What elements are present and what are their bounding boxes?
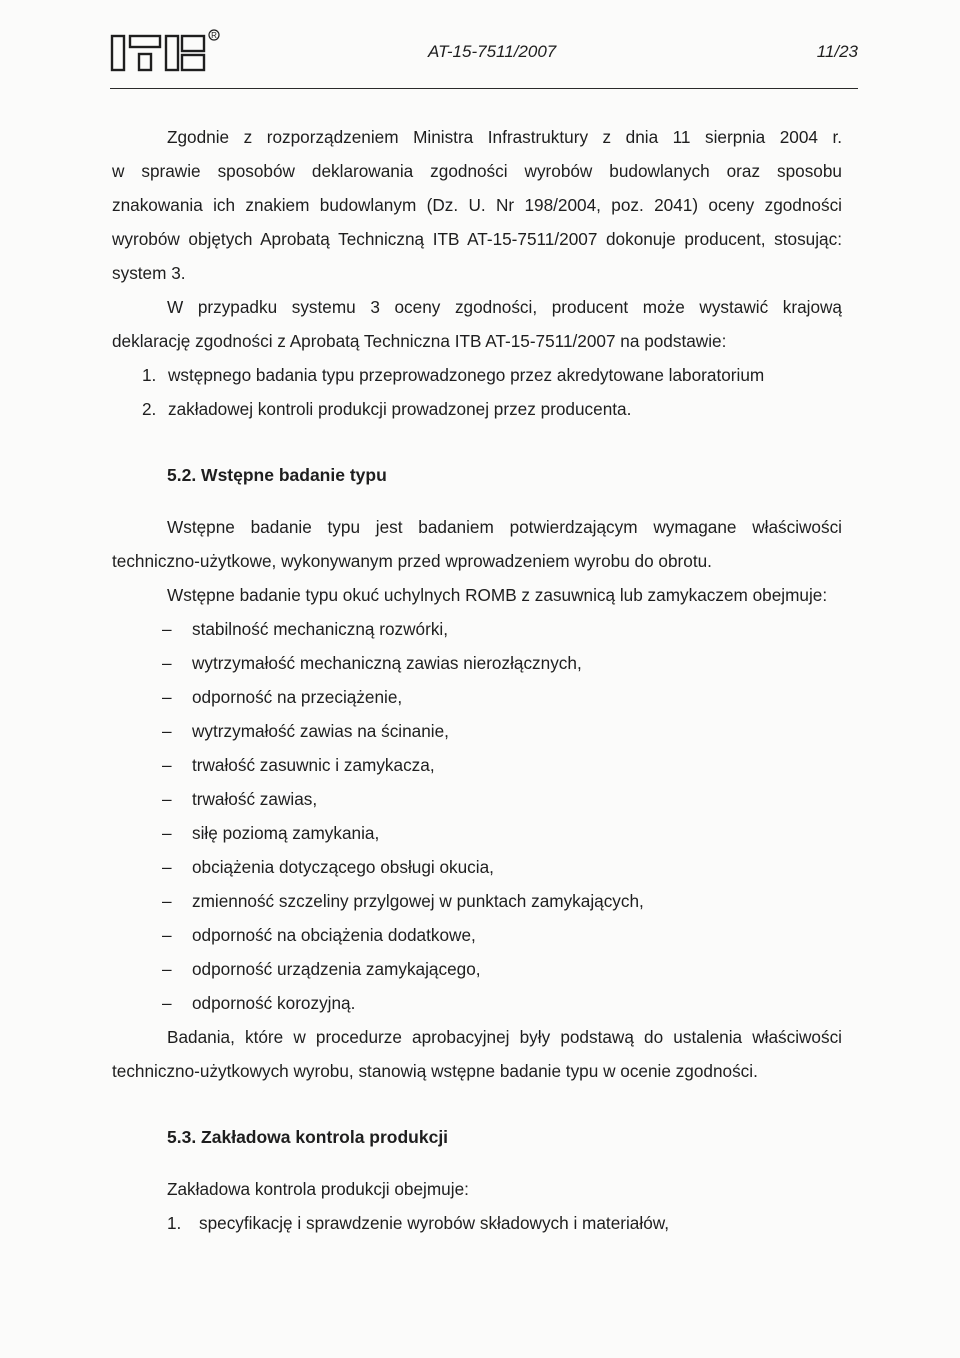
document-body [112, 120, 842, 1240]
intro-line: Zgodnie z rozporządzeniem Ministra Infrastruktury z dnia 11 sierpnia 2004 r. [167, 127, 842, 147]
svg-text:R: R [211, 31, 217, 40]
dash-list-item: – zmienność szczeliny przylgowej w punktach zamykających, [162, 891, 644, 911]
dash-list-item: – odporność na obciążenia dodatkowe, [162, 925, 476, 945]
paragraph-line: Zakładowa kontrola produkcji obejmuje: [167, 1179, 469, 1199]
paragraph-line: techniczno-użytkowe, wykonywanym przed wprowadzeniem wyrobu do obrotu. [112, 551, 712, 571]
dash-list-item: – stabilność mechaniczną rozwórki, [162, 619, 449, 639]
list-item: 1. wstępnego badania typu przeprowadzonego przez akredytowane laboratorium [142, 365, 765, 385]
dash-list-item: – odporność na przeciążenie, [162, 687, 403, 707]
dash-list-item: – odporność urządzenia zamykającego, [162, 959, 481, 979]
paragraph-line: Wstępne badanie typu okuć uchylnych ROMB z zasuwnicą lub zamykaczem obejmuje: [167, 585, 828, 605]
intro-line-last: system 3. [112, 263, 186, 283]
page-header [110, 28, 858, 90]
page-number: 11/23 [816, 42, 858, 61]
paragraph-line: Badania, które w procedurze aprobacyjnej były podstawą do ustalenia właściwości [167, 1027, 842, 1047]
para2-line: W przypadku systemu 3 oceny zgodności, producent może wystawić krajową [167, 297, 842, 317]
list-item: 1. specyfikację i sprawdzenie wyrobów składowych i materiałów, [167, 1213, 669, 1233]
dash-list-item: – trwałość zawias, [162, 789, 318, 809]
dash-list-item: – trwałość zasuwnic i zamykacza, [162, 755, 435, 775]
section-heading: 5.2. Wstępne badanie typu [167, 465, 387, 485]
section-heading: 5.3. Zakładowa kontrola produkcji [167, 1127, 449, 1147]
dash-list-item: – wytrzymałość mechaniczną zawias nierozłącznych, [162, 653, 582, 673]
dash-list-item: – wytrzymałość zawias na ścinanie, [162, 721, 449, 741]
dash-list-item: – siłę poziomą zamykania, [162, 823, 380, 843]
intro-line: wyrobów objętych Aprobatą Techniczną ITB AT-15-7511/2007 dokonuje producent, stosując: [112, 229, 842, 249]
intro-line: znakowania ich znakiem budowlanym (Dz. U. Nr 198/2004, poz. 2041) oceny zgodności [112, 195, 842, 215]
paragraph-line: techniczno-użytkowych wyrobu, stanowią wstępne badanie typu w ocenie zgodności. [112, 1061, 758, 1081]
header-rule [110, 88, 858, 89]
dash-list-item: – odporność korozyjną. [162, 993, 356, 1013]
document-id: AT-15-7511/2007 [428, 42, 557, 61]
dash-list-item: – obciążenia dotyczącego obsługi okucia, [162, 857, 494, 877]
paragraph-line: Wstępne badanie typu jest badaniem potwierdzającym wymagane właściwości [167, 517, 842, 537]
itb-logo [110, 28, 230, 72]
intro-line: w sprawie sposobów deklarowania zgodności wyrobów budowlanych oraz sposobu [112, 161, 842, 181]
para2-line: deklarację zgodności z Aprobatą Techniczna ITB AT-15-7511/2007 na podstawie: [112, 331, 727, 351]
list-item: 2. zakładowej kontroli produkcji prowadzonej przez producenta. [142, 399, 632, 419]
